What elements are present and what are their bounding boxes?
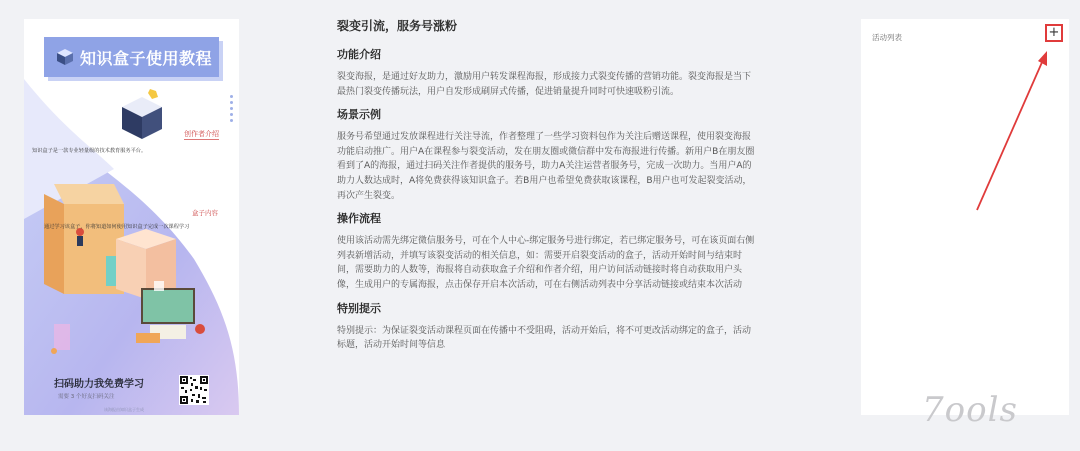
section-heading-intro: 功能介绍 xyxy=(337,48,381,61)
scan-title: 扫码助力我免费学习 xyxy=(54,379,144,390)
poster-footer: 该海报由知识盒子生成 xyxy=(104,407,144,412)
section-body-scenario: 服务号希望通过发放课程进行关注导流，作者整理了一些学习资料包作为关注后赠送课程，使用裂变海报功能启动推广。用户A在课程参与裂变活动，发在朋友圈或微信群中发布海报进行传播。新用户B在朋友圈看到了A的海报，通过扫码关注作者提供的服务号，助力A关注运营者服务号，完成一次助力。当用户A的助力人数达成时，A将免费获得该知识盒子。若B用户也希望免费获取该课程，B用户也可发起裂变活动，再次产生裂变。 xyxy=(337,132,755,201)
activity-list-title: 活动列表 xyxy=(872,33,902,42)
article-title: 裂变引流，服务号涨粉 xyxy=(337,19,458,33)
section-body-intro: 裂变海报，是通过好友助力，激励用户转发课程海报，形成接力式裂变传播的营销功能。裂变海报是当下最热门裂变传播玩法，用户自发形成刷屏式传播，促进销量提升同时可快速吸粉引流。 xyxy=(337,72,752,97)
activity-list-panel xyxy=(861,19,1069,415)
decorative-dots xyxy=(230,95,233,125)
poster-title-card xyxy=(44,37,219,77)
poster-illustration xyxy=(24,19,239,415)
section-body-process: 使用该活动需先绑定微信服务号，可在个人中心-绑定服务号进行绑定，若已绑定服务号，可在该页面右侧列表新增活动，并填写该裂变活动的相关信息，如：需要开启裂变活动的盒子，活动开始时间与结束时间，需要助力的人数等，海报将自动获取盒子介绍和作者介绍，用户访问活动链接时将自动获取用户头像，生成用户的专属海报，点击保存开启本次活动，可在右侧活动列表中分享活动链接或结束本次活动 xyxy=(337,236,755,290)
section-heading-notice: 特别提示 xyxy=(337,301,381,315)
section-body-notice: 特别提示：为保证裂变活动课程页面在传播中不受阻碍，活动开始后，将不可更改活动绑定的盒子，活动标题，活动开始时间等信息 xyxy=(337,325,752,351)
section-heading-process: 操作流程 xyxy=(337,212,381,226)
author-description: 知识盒子是一款专业轻量级的技术教育服务平台。 xyxy=(32,148,147,154)
content-description: 通过学习该盒子，你将知道如何使用知识盒子完成一次课程学习 xyxy=(44,224,190,230)
section-heading-scenario: 场景示例 xyxy=(337,108,381,122)
poster-preview xyxy=(24,19,239,415)
add-activity-button[interactable]: + xyxy=(1045,24,1063,42)
author-heading: 创作者介绍 xyxy=(184,130,219,138)
article xyxy=(337,18,757,362)
qr-code xyxy=(179,375,209,405)
box-icon xyxy=(56,48,74,66)
content-heading: 盒子内容 xyxy=(192,209,218,217)
scan-subtitle: 需要 3 个好友扫码关注 xyxy=(58,394,115,400)
poster-title: 知识盒子使用教程 xyxy=(80,48,213,68)
watermark-logo: 7ools xyxy=(922,390,1018,430)
